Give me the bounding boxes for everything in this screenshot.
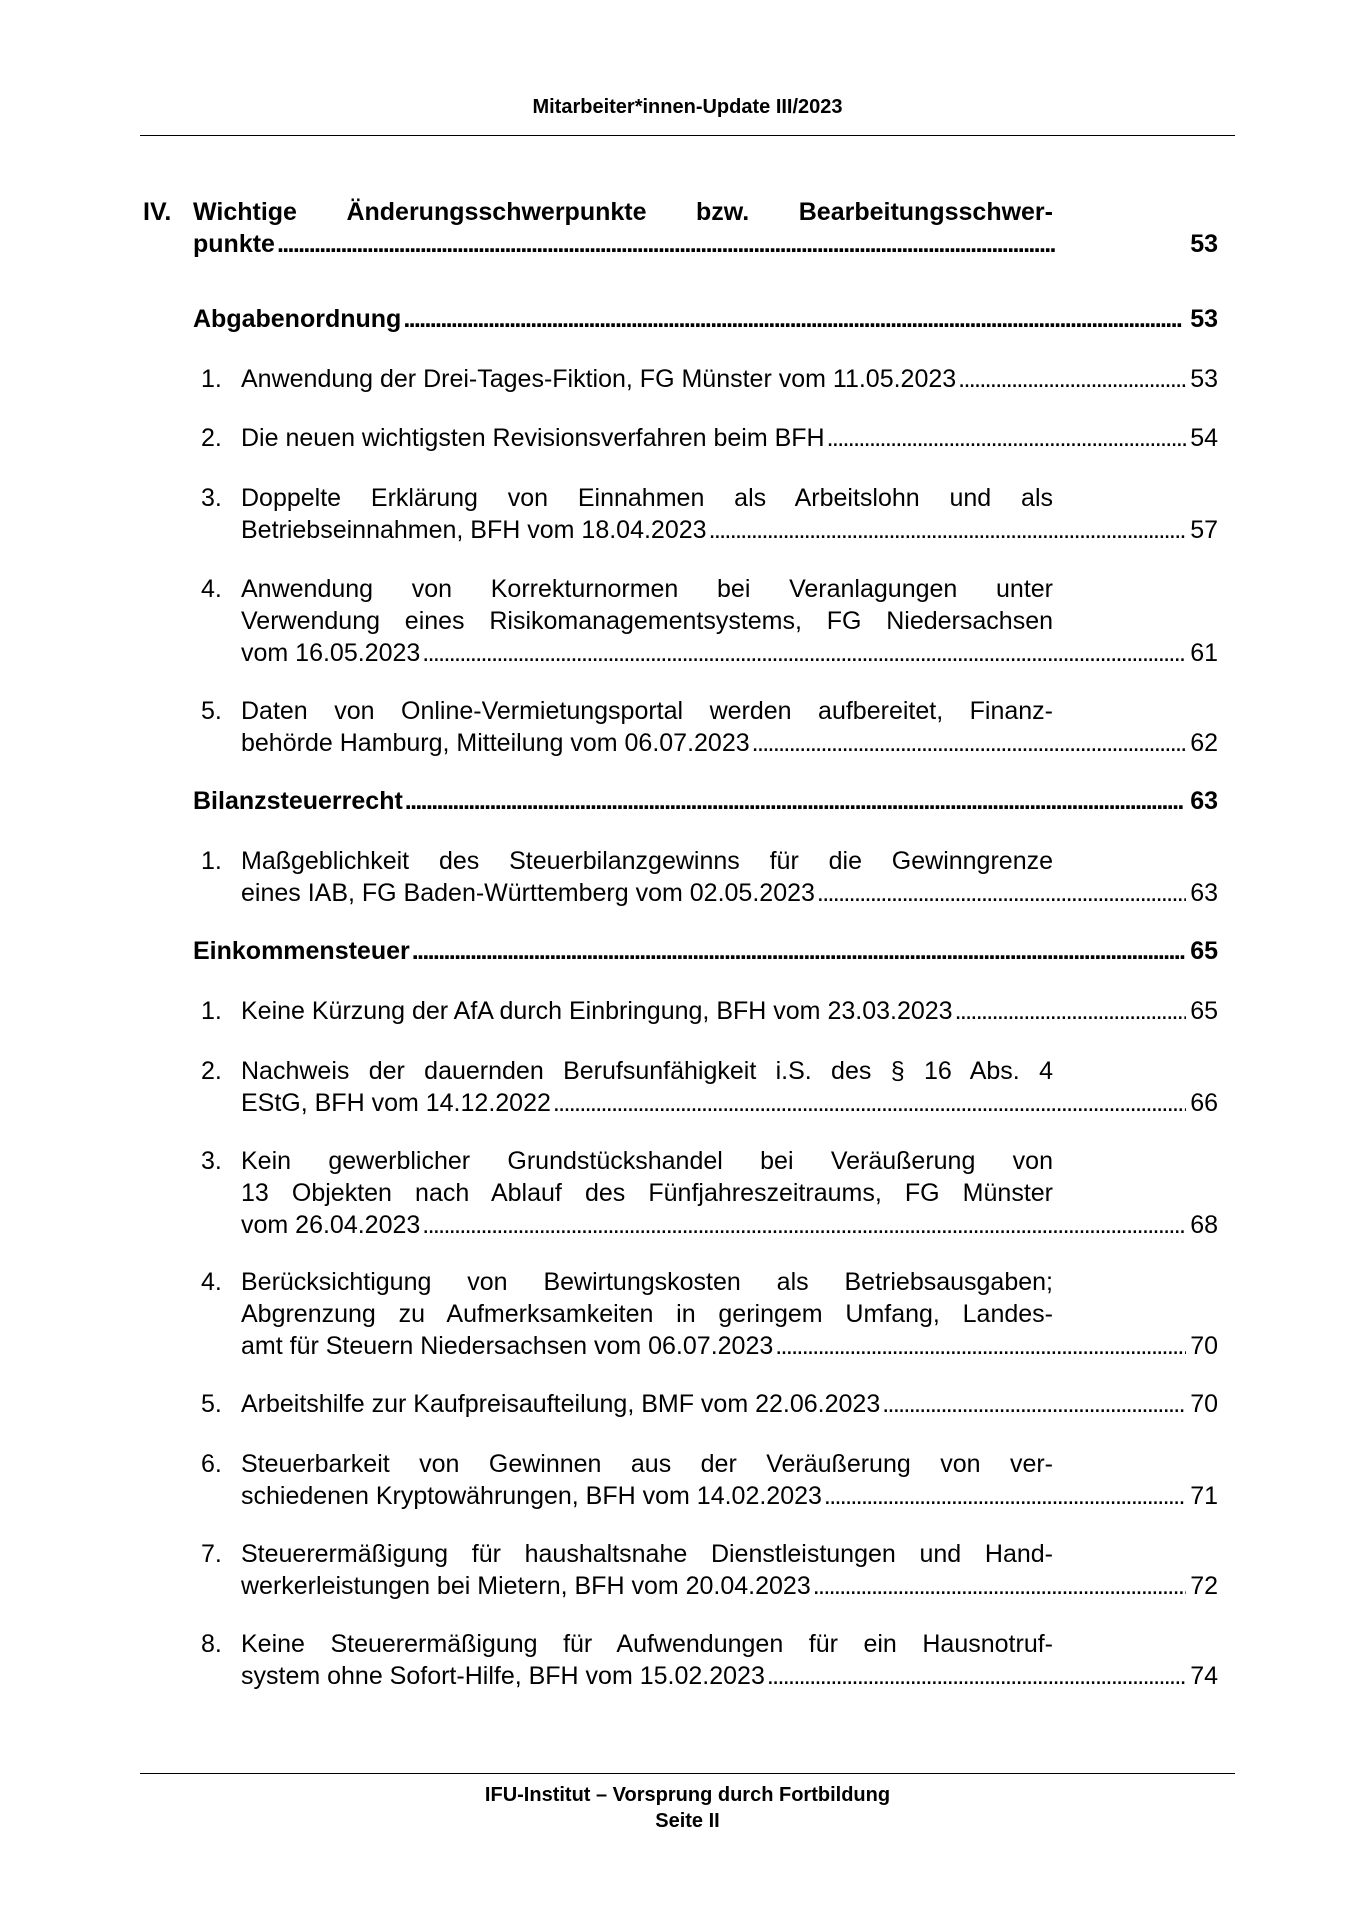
toc-item-line: Anwendung von Korrekturnormen bei Veranlagungen unter [241,575,1053,603]
dot-leader [752,727,1187,759]
toc-page-number: 65 [1190,997,1218,1025]
header-rule [140,135,1235,136]
toc-item-last-line: Betriebseinnahmen, BFH vom 18.04.2023 [241,516,707,544]
toc-item[interactable] [201,995,1218,1027]
toc-item[interactable] [201,1628,1218,1692]
dot-leader [775,1330,1186,1362]
toc-page-number: 72 [1190,1572,1218,1600]
toc-item-number: 3. [201,1147,222,1175]
toc-item-number: 7. [201,1540,222,1568]
toc-item-number: 1. [201,997,222,1025]
toc-item-last-line: eines IAB, FG Baden-Württemberg vom 02.05.2023 [241,879,815,907]
toc-item-number: 5. [201,1390,222,1418]
toc-section-heading[interactable] [193,935,1218,967]
toc-item-last-line: vom 26.04.2023 [241,1211,421,1239]
toc-item-line: Keine Steuerermäßigung für Aufwendungen für ein Hausnotruf- [241,1630,1053,1658]
toc-item-number: 3. [201,484,222,512]
dot-leader [955,995,1187,1027]
toc-item[interactable] [201,1448,1218,1512]
toc-page-number: 53 [1190,230,1218,258]
toc-page-number: 53 [1190,365,1218,393]
toc-item-last-line: vom 16.05.2023 [241,639,421,667]
toc-section-title: Einkommensteuer [193,937,410,965]
toc-chapter-title-line: Wichtige Änderungsschwerpunkte bzw. Bearbeitungsschwer- [193,198,1053,226]
dot-leader [403,303,1186,335]
toc-item-line: Maßgeblichkeit des Steuerbilanzgewinns für die Gewinngrenze [241,847,1053,875]
toc-item-line: Verwendung eines Risikomanagementsystems, FG Niedersachsen [241,607,1053,635]
toc-item[interactable] [201,695,1218,759]
toc-page-number: 65 [1190,937,1218,965]
toc-item[interactable] [201,1055,1218,1119]
toc-item-number: 2. [201,1057,222,1085]
toc-page-number: 63 [1190,787,1218,815]
toc-item-last-line: system ohne Sofort-Hilfe, BFH vom 15.02.2023 [241,1662,765,1690]
toc-item-last-line: werkerleistungen bei Mietern, BFH vom 20.04.2023 [241,1572,811,1600]
toc-chapter[interactable] [143,196,1218,260]
page-header: Mitarbeiter*innen-Update III/2023 [532,96,843,118]
toc-item-line: Steuerbarkeit von Gewinnen aus der Veräußerung von ver- [241,1450,1053,1478]
toc-page-number: 68 [1190,1211,1218,1239]
toc-item-last-line: Anwendung der Drei-Tages-Fiktion, FG Münster vom 11.05.2023 [241,365,957,393]
toc-item-last-line: behörde Hamburg, Mitteilung vom 06.07.2023 [241,729,750,757]
toc-page-number: 54 [1190,424,1218,452]
toc-item-line: Steuerermäßigung für haushaltsnahe Dienstleistungen und Hand- [241,1540,1053,1568]
footer-rule [140,1773,1235,1774]
toc-item[interactable] [201,482,1218,546]
toc-item-line: Abgrenzung zu Aufmerksamkeiten in geringem Umfang, Landes- [241,1300,1053,1328]
toc-item[interactable] [201,1145,1218,1241]
toc-item-number: 4. [201,575,222,603]
dot-leader [405,785,1186,817]
toc-item-last-line: amt für Steuern Niedersachsen vom 06.07.2023 [241,1332,774,1360]
footer-page-label: Seite II [655,1810,720,1832]
toc-section-heading[interactable] [193,785,1218,817]
page-footer [140,1782,1235,1834]
dot-leader [709,514,1187,546]
toc-item-number: 8. [201,1630,222,1658]
toc-page-number: 70 [1190,1390,1218,1418]
toc-item-line: Kein gewerblicher Grundstückshandel bei Veräußerung von [241,1147,1053,1175]
toc-item-last-line: Arbeitshilfe zur Kaufpreisaufteilung, BMF vom 22.06.2023 [241,1390,881,1418]
toc-item[interactable] [201,422,1218,454]
dot-leader [277,228,1186,260]
toc-page-number: 61 [1190,639,1218,667]
toc-page-number: 63 [1190,879,1218,907]
toc-item[interactable] [201,363,1218,395]
toc-section-heading[interactable] [193,303,1218,335]
footer-institute: IFU-Institut – Vorsprung durch Fortbildung [484,1784,891,1806]
toc-item-last-line: EStG, BFH vom 14.12.2022 [241,1089,551,1117]
toc-page-number: 66 [1190,1089,1218,1117]
toc-item[interactable] [201,845,1218,909]
toc-item[interactable] [201,1266,1218,1362]
dot-leader [767,1660,1186,1692]
toc-item-line: Daten von Online-Vermietungsportal werden aufbereitet, Finanz- [241,697,1053,725]
toc-item-line: 13 Objekten nach Ablauf des Fünfjahreszeitraums, FG Münster [241,1179,1053,1207]
toc-item-line: Doppelte Erklärung von Einnahmen als Arbeitslohn und als [241,484,1053,512]
toc-page-number: 71 [1190,1482,1218,1510]
toc-item[interactable] [201,1388,1218,1420]
toc-item-last-line: Die neuen wichtigsten Revisionsverfahren beim BFH [241,424,825,452]
toc-item-line: Berücksichtigung von Bewirtungskosten als Betriebsausgaben; [241,1268,1053,1296]
toc-page-number: 57 [1190,516,1218,544]
toc-item-number: 1. [201,847,222,875]
dot-leader [553,1087,1186,1119]
toc-item[interactable] [201,573,1218,669]
toc-section-title: Bilanzsteuerrecht [193,787,403,815]
toc-page-number: 62 [1190,729,1218,757]
toc-item[interactable] [201,1538,1218,1602]
toc-item-number: 1. [201,365,222,393]
dot-leader [817,877,1186,909]
dot-leader [958,363,1186,395]
toc-item-number: 6. [201,1450,222,1478]
dot-leader [422,637,1186,669]
toc-chapter-title-line: punkte [193,230,275,258]
dot-leader [422,1209,1186,1241]
toc-page-number: 53 [1190,305,1218,333]
toc-item-number: 4. [201,1268,222,1296]
toc-page-number: 70 [1190,1332,1218,1360]
toc-item-last-line: schiedenen Kryptowährungen, BFH vom 14.02.2023 [241,1482,822,1510]
dot-leader [813,1570,1186,1602]
toc-item-number: 5. [201,697,222,725]
toc-item-last-line: Keine Kürzung der AfA durch Einbringung, BFH vom 23.03.2023 [241,997,953,1025]
toc-item-number: 2. [201,424,222,452]
toc-item-line: Nachweis der dauernden Berufsunfähigkeit i.S. des § 16 Abs. 4 [241,1057,1053,1085]
dot-leader [412,935,1186,967]
dot-leader [824,1480,1186,1512]
toc-chapter-number: IV. [143,198,172,226]
dot-leader [882,1388,1186,1420]
toc-page-number: 74 [1190,1662,1218,1690]
toc-section-title: Abgabenordnung [193,305,402,333]
dot-leader [827,422,1187,454]
